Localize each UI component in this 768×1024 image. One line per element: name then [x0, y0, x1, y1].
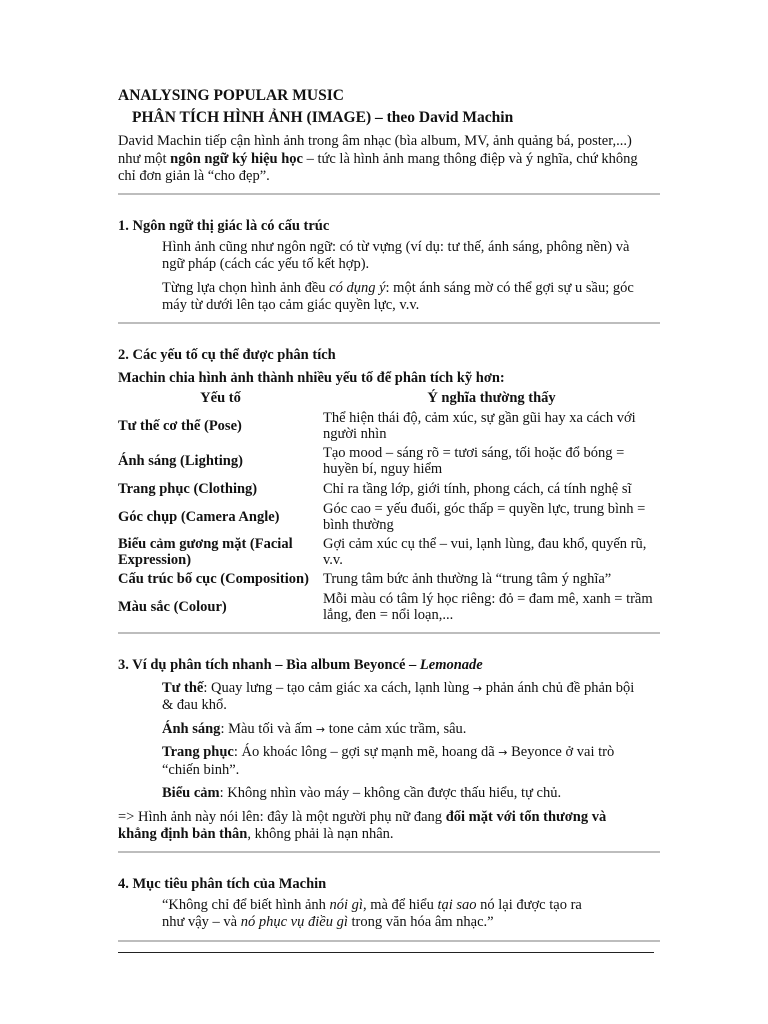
- intro-text: David Machin tiếp cận hình ảnh trong âm nhạc (bìa album, MV, ảnh quảng bá, poster,...) như một: [118, 133, 632, 167]
- quote-text: trong văn hóa âm nhạc.”: [347, 914, 494, 930]
- section-divider: [118, 940, 660, 942]
- table-cell-element: Màu sắc (Colour): [118, 598, 227, 615]
- s3-heading-text: 3. Ví dụ phân tích nhanh – Bìa album Beyoncé –: [118, 656, 420, 673]
- conclusion-text: => Hình ảnh này nói lên: đây là một người phụ nữ đang: [118, 808, 446, 825]
- section-1-paragraph-2: [162, 280, 643, 315]
- end-rule: [118, 952, 654, 953]
- s1-italic-term: có dụng ý: [329, 279, 386, 296]
- example-text-end: tone cảm xúc trầm, sâu.: [325, 720, 467, 737]
- table-cell-meaning: Mỗi màu có tâm lý học riêng: đỏ = đam mê, xanh = trầm lắng, đen = nổi loạn,...: [323, 590, 653, 623]
- arrow-right-icon: →: [472, 681, 483, 695]
- section-divider: [118, 851, 660, 853]
- quote-italic: tại sao: [437, 896, 477, 913]
- example-item-clothing: [162, 744, 643, 779]
- section-2-heading: 2. Các yếu tố cụ thể được phân tích: [118, 346, 336, 363]
- quote-text: “Không chỉ để biết hình ảnh: [162, 896, 330, 913]
- table-row: [118, 479, 660, 500]
- table-row: [118, 500, 660, 535]
- table-cell-meaning: Trung tâm bức ảnh thường là “trung tâm ý nghĩa”: [323, 571, 612, 588]
- example-item-lighting: [162, 721, 643, 739]
- machin-quote: [162, 897, 602, 932]
- table-row: [118, 444, 660, 479]
- example-text: : Không nhìn vào máy – không cần được thấu hiểu, tự chủ.: [219, 785, 562, 801]
- quote-text: nó lại được tạo ra như vậy – và: [162, 896, 582, 930]
- section-1-heading: 1. Ngôn ngữ thị giác là có cấu trúc: [118, 217, 330, 234]
- conclusion-bold: đối mặt với tổn thương và khẳng định bản thân: [118, 808, 607, 842]
- section-1-paragraph-1: Hình ảnh cũng như ngôn ngữ: có từ vựng (ví dụ: tư thế, ánh sáng, phông nền) và ngữ pháp (cách các yếu tố kết hợp).: [162, 238, 630, 272]
- table-row: [118, 590, 660, 625]
- table-cell-element: Ánh sáng (Lighting): [118, 452, 243, 469]
- document-title: ANALYSING POPULAR MUSIC: [118, 87, 344, 104]
- example-text: : Quay lưng – tạo cảm giác xa cách, lạnh lùng: [203, 679, 473, 696]
- table-row: [118, 570, 660, 590]
- example-label: Tư thế: [162, 679, 204, 696]
- example-label: Ánh sáng: [162, 720, 221, 737]
- document-subtitle: PHÂN TÍCH HÌNH ẢNH (IMAGE) – theo David Machin: [132, 109, 514, 126]
- table-cell-meaning: Chỉ ra tầng lớp, giới tính, phong cách, cá tính nghệ sĩ: [323, 480, 632, 497]
- intro-text-end: – tức là hình ảnh mang thông điệp và ý nghĩa, chứ không chỉ đơn giản là “cho đẹp”.: [118, 150, 638, 184]
- example-text: : Màu tối và ấm: [220, 720, 316, 737]
- section-4-heading: 4. Mục tiêu phân tích của Machin: [118, 875, 327, 892]
- table-header-row: [118, 389, 660, 409]
- table-cell-meaning: Góc cao = yếu đuối, góc thấp = quyền lực, trung bình = bình thường: [323, 500, 646, 533]
- conclusion-text-end: , không phải là nạn nhân.: [247, 826, 394, 842]
- table-cell-element: Tư thế cơ thể (Pose): [118, 417, 242, 434]
- arrow-right-icon: →: [498, 746, 508, 759]
- table-header-element: Yếu tố: [200, 390, 241, 407]
- document-page: [118, 86, 653, 953]
- section-3-heading: [118, 656, 643, 674]
- table-cell-meaning: Thể hiện thái độ, cảm xúc, sự gần gũi hay xa cách với người nhìn: [323, 409, 636, 442]
- table-cell-element: Biểu cảm gương mặt (Facial Expression): [118, 535, 293, 568]
- table-cell-element: Góc chụp (Camera Angle): [118, 508, 280, 525]
- quote-text: , mà để hiểu: [362, 896, 438, 913]
- s1-text-end: : một ánh sáng mờ có thể gợi sự u sầu; góc máy từ dưới lên tạo cảm giác quyền lực, v.v.: [162, 279, 634, 313]
- example-label: Biểu cảm: [162, 785, 220, 801]
- example-conclusion: [118, 809, 643, 844]
- arrow-right-icon: →: [315, 722, 326, 736]
- quote-italic: nó phục vụ điều gì: [240, 914, 348, 930]
- section-divider: [118, 322, 660, 324]
- section-2-lead: Machin chia hình ảnh thành nhiều yếu tố để phân tích kỹ hơn:: [118, 369, 505, 386]
- s3-heading-album: Lemonade: [419, 656, 483, 673]
- table-row: [118, 409, 660, 444]
- quote-italic: nói gì: [329, 896, 363, 913]
- example-text-end: phản ánh chủ đề phản bội & đau khổ.: [162, 679, 635, 713]
- example-label: Trang phục: [162, 744, 234, 760]
- table-cell-element: Trang phục (Clothing): [118, 480, 258, 497]
- section-divider: [118, 193, 660, 195]
- example-text-end: Beyonce ở vai trò “chiến binh”.: [162, 744, 615, 778]
- section-divider: [118, 632, 660, 634]
- table-cell-meaning: Gợi cảm xúc cụ thể – vui, lạnh lùng, đau khổ, quyến rũ, v.v.: [323, 535, 647, 568]
- example-item-expression: [162, 785, 643, 803]
- table-cell-meaning: Tạo mood – sáng rõ = tươi sáng, tối hoặc đổ bóng = huyền bí, nguy hiểm: [323, 444, 625, 477]
- table-header-meaning: Ý nghĩa thường thấy: [427, 390, 556, 407]
- s1-text: Từng lựa chọn hình ảnh đều: [162, 279, 330, 296]
- intro-bold-term: ngôn ngữ ký hiệu học: [170, 150, 303, 167]
- example-text: : Áo khoác lông – gợi sự mạnh mẽ, hoang dã: [233, 744, 499, 760]
- table-cell-element: Cấu trúc bố cục (Composition): [118, 571, 309, 588]
- example-item-pose: [162, 680, 643, 715]
- table-row: [118, 535, 660, 570]
- intro-paragraph: [118, 133, 643, 186]
- elements-table: [118, 389, 660, 625]
